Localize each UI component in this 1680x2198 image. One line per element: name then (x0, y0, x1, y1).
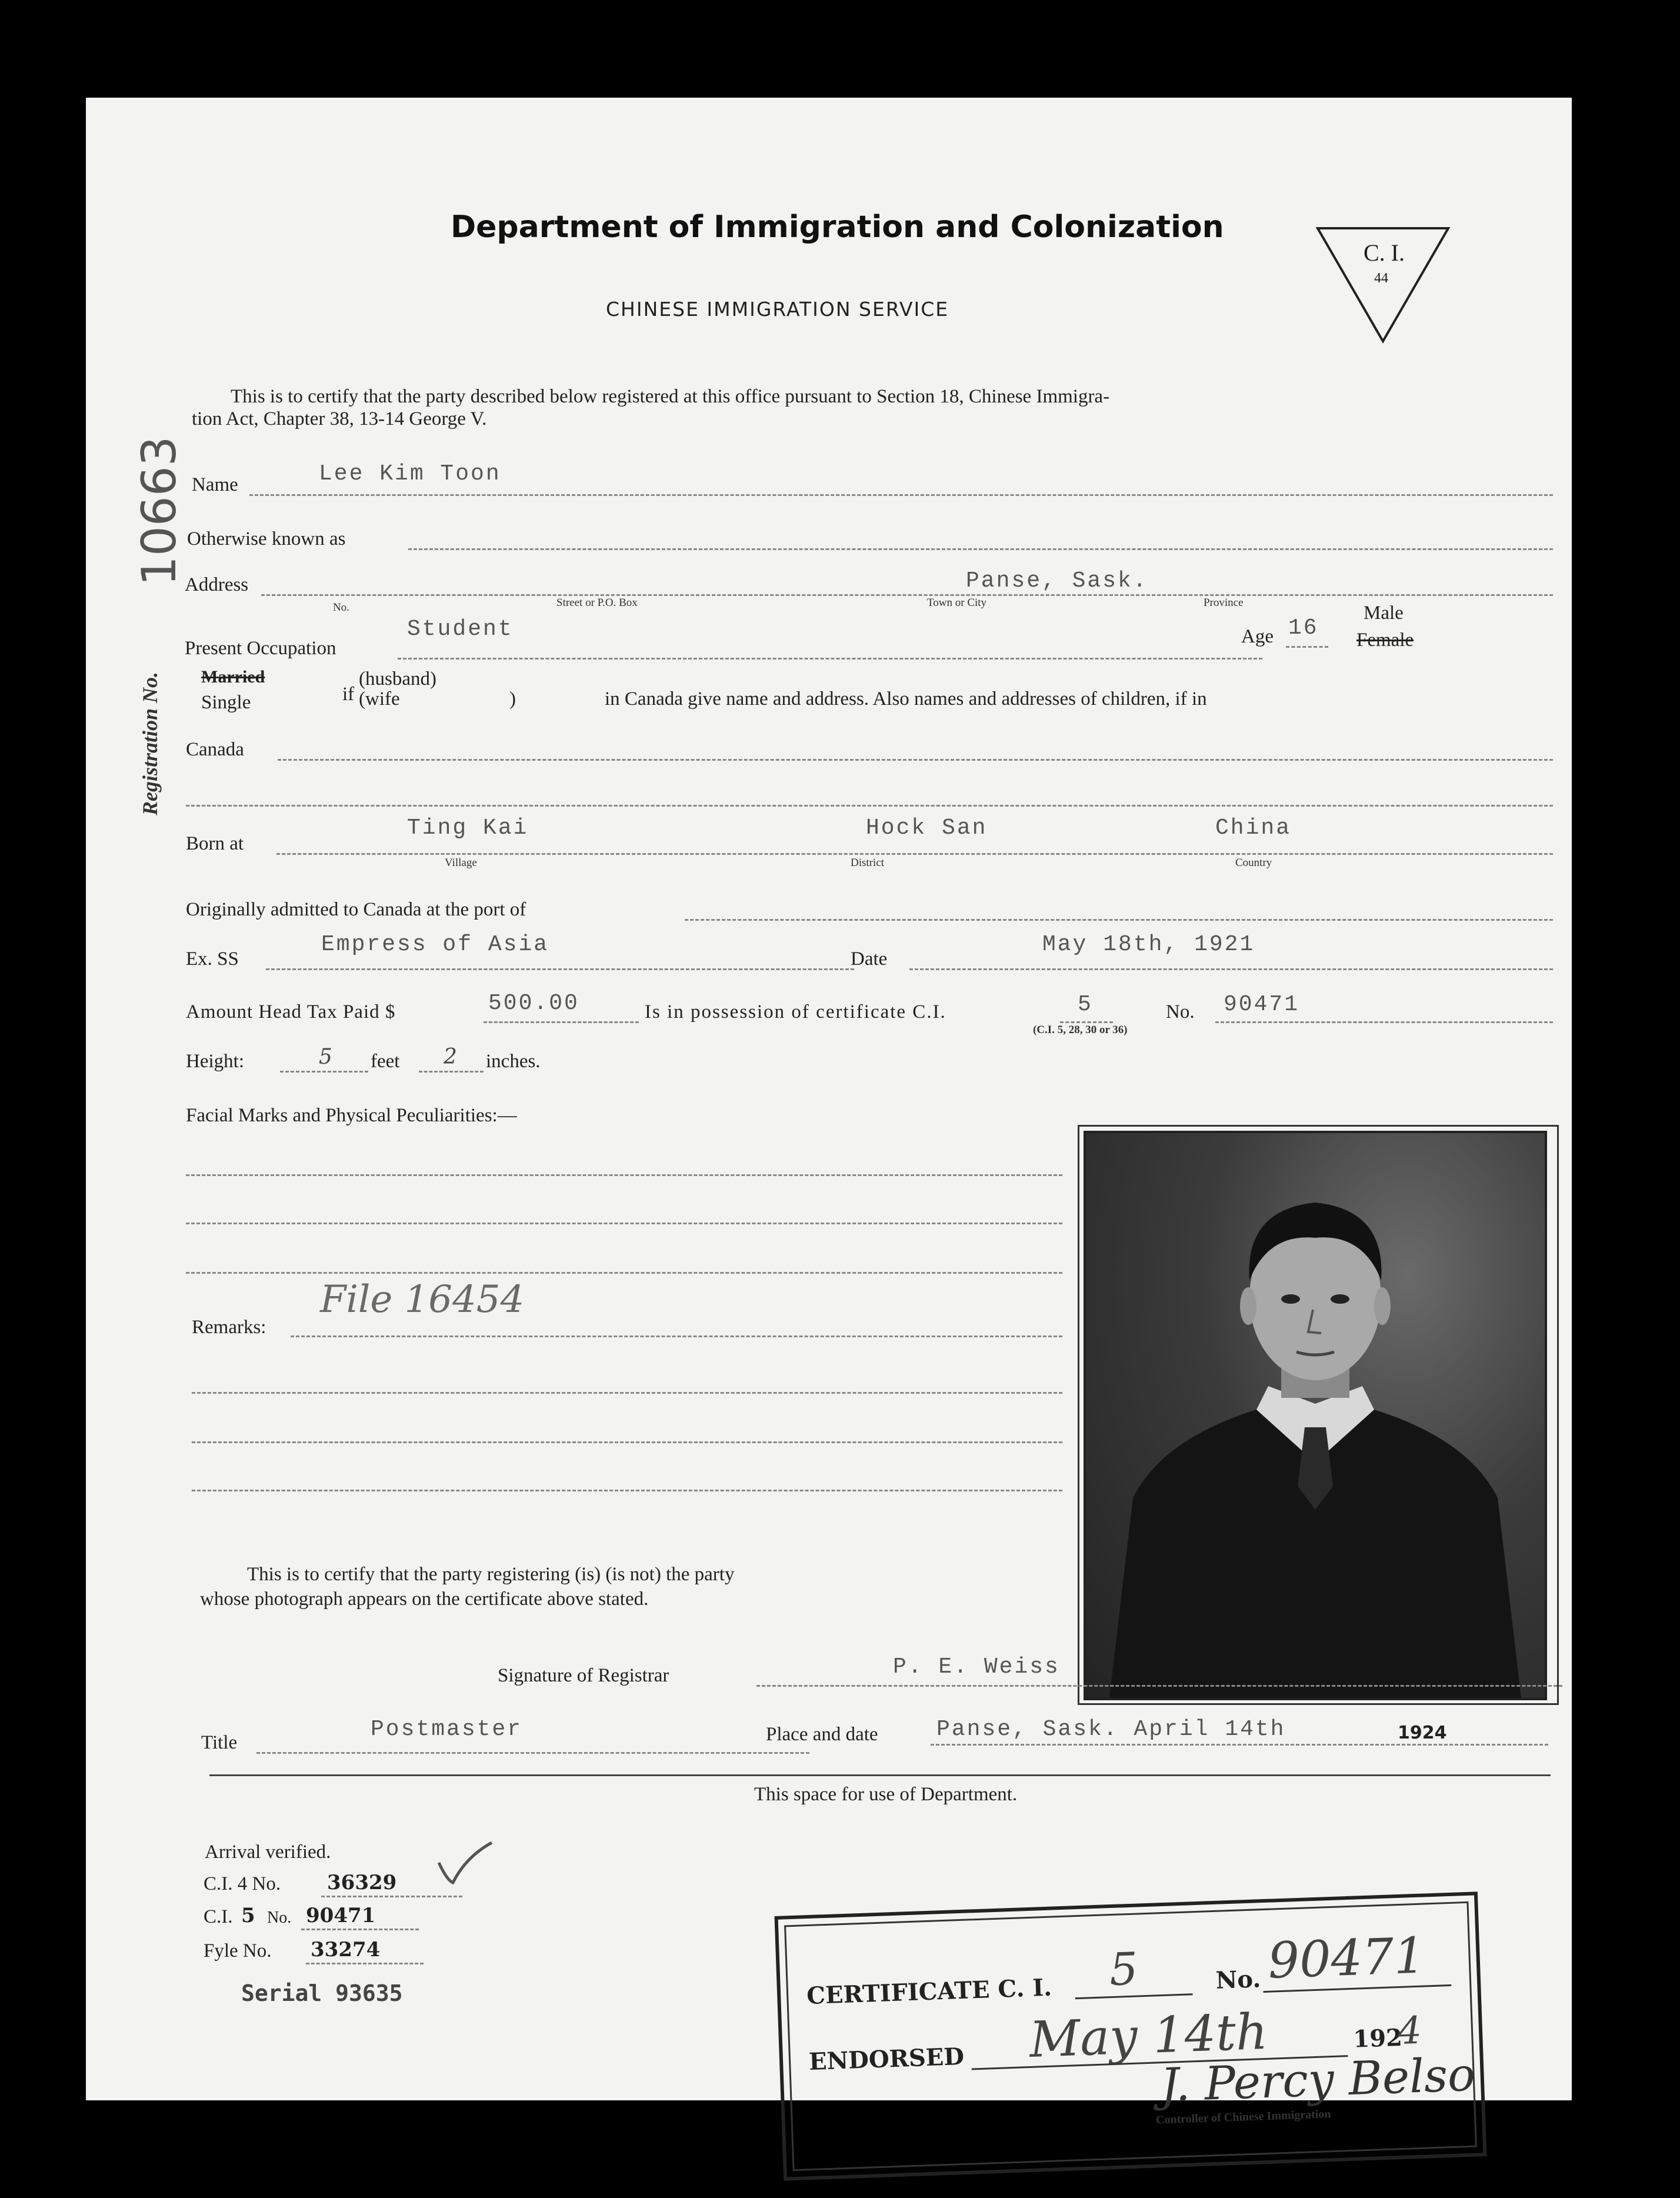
single-label: Single (201, 692, 251, 713)
year-value: 1924 (1398, 1723, 1447, 1743)
tax-line (484, 1021, 639, 1023)
certify-line-1: This is to certify that the party registering (is) (is not) the party (247, 1564, 735, 1585)
date-label: Date (851, 948, 888, 970)
registrar-line (756, 1685, 1562, 1687)
born-label: Born at (186, 833, 244, 854)
cert-ci-value: 5 (1078, 992, 1093, 1017)
age-value: 16 (1288, 615, 1319, 641)
intro-line-1: This is to certify that the party described below registered at this office pursuant to Section 18, Chinese Immigra- (231, 386, 1110, 407)
place-line (931, 1744, 1548, 1746)
name-line (249, 494, 1553, 496)
age-line (1286, 646, 1328, 648)
ci4-line (321, 1896, 462, 1897)
village-caption: Village (445, 857, 477, 869)
spouse-text: in Canada give name and address. Also names and addresses of children, if in (605, 688, 1207, 710)
fyle-value: 33274 (311, 1938, 381, 1961)
fyle-line (306, 1963, 424, 1964)
form-code-top: C. I. (1364, 239, 1405, 266)
remarks-line-2 (192, 1392, 1062, 1394)
height-label: Height: (186, 1051, 244, 1072)
port-line (685, 919, 1553, 921)
remarks-value: File 16454 (320, 1278, 525, 1321)
stamp-endorsed-date: May 14th (1028, 2002, 1269, 2069)
cert-caption: (C.I. 5, 28, 30 or 36) (1033, 1024, 1128, 1036)
registrant-photograph (1084, 1131, 1547, 1700)
endorsement-stamp (775, 1891, 1487, 2180)
stamp-no-label: No. (1215, 1965, 1262, 1994)
address-value: Panse, Sask. (966, 568, 1148, 594)
certify-line-2: whose photograph appears on the certificate above stated. (200, 1588, 649, 1610)
age-label: Age (1241, 626, 1274, 647)
ci5-no-label: No. (267, 1909, 292, 1927)
address-line (261, 594, 1553, 596)
document-page (86, 98, 1572, 2127)
ci5-label: C.I. (204, 1906, 233, 1927)
inches-label: inches. (486, 1051, 541, 1072)
port-label: Originally admitted to Canada at the port of (186, 899, 526, 920)
date-line (909, 968, 1553, 970)
marks-line-3 (186, 1272, 1062, 1274)
married-label: Married (201, 667, 265, 687)
sex-male: Male (1364, 602, 1404, 624)
address-label: Address (185, 574, 249, 595)
form-code-triangle (1315, 226, 1451, 344)
stamp-endorsed-label: ENDORSED (808, 2042, 965, 2076)
ci5-value: 90471 (306, 1904, 376, 1927)
ci5-num: 5 (241, 1904, 255, 1927)
stamp-year-suffix: 4 (1396, 2009, 1422, 2054)
feet-label: feet (371, 1051, 400, 1072)
title-value: Postmaster (371, 1717, 523, 1742)
ship-label: Ex. SS (186, 948, 239, 970)
title-label: Title (201, 1732, 238, 1753)
address-no-caption: No. (333, 601, 349, 614)
registration-number: 10663 (132, 436, 186, 586)
ci5-line (301, 1929, 419, 1930)
check-mark-icon (435, 1839, 494, 1886)
canada-line-1 (278, 759, 1553, 761)
cert-ci-line (1060, 1021, 1113, 1023)
stamp-year-prefix: 192 (1352, 2023, 1403, 2053)
height-feet: 5 (319, 1045, 332, 1069)
occupation-value: Student (407, 617, 514, 642)
height-inches-line (419, 1071, 484, 1073)
cert-no-line (1215, 1021, 1553, 1023)
otherwise-label: Otherwise known as (187, 528, 346, 550)
stamp-signature: J. Percy Belso (1159, 2048, 1476, 2113)
date-value: May 18th, 1921 (1042, 932, 1255, 957)
name-label: Name (192, 474, 238, 495)
address-street-caption: Street or P.O. Box (556, 597, 638, 609)
remarks-label: Remarks: (192, 1317, 266, 1338)
remarks-line (291, 1336, 1062, 1337)
stamp-no-value: 90471 (1266, 1926, 1426, 1990)
ship-value: Empress of Asia (321, 932, 549, 957)
address-town-caption: Town or City (927, 597, 987, 609)
wife-close-paren: ) (509, 688, 516, 710)
marks-label: Facial Marks and Physical Peculiarities:— (186, 1105, 517, 1126)
ship-line (266, 968, 854, 970)
fyle-label: Fyle No. (204, 1940, 272, 1961)
sex-female: Female (1356, 630, 1414, 651)
if-label: if (342, 684, 355, 705)
cert-no-value: 90471 (1224, 992, 1300, 1017)
otherwise-line (408, 548, 1553, 550)
serial-number: Serial 93635 (241, 1980, 403, 2006)
born-district: Hock San (866, 815, 988, 841)
service-subtitle: CHINESE IMMIGRATION SERVICE (606, 298, 949, 321)
department-title: Department of Immigration and Colonization (451, 209, 1224, 245)
registrar-value: P. E. Weiss (893, 1654, 1060, 1680)
place-label: Place and date (766, 1724, 878, 1745)
possession-label: Is in possession of certificate C.I. (645, 1001, 946, 1023)
wife-label: (wife (359, 688, 400, 710)
stamp-controller-caption: Controller of Chinese Immigration (1155, 2107, 1331, 2127)
registration-label: Registration No. (138, 671, 162, 815)
cert-no-label: No. (1166, 1001, 1195, 1023)
height-feet-line (280, 1071, 368, 1073)
canada-line-2 (186, 805, 1553, 807)
tax-label: Amount Head Tax Paid $ (186, 1001, 396, 1023)
marks-line-1 (186, 1174, 1062, 1176)
occupation-label: Present Occupation (185, 638, 336, 659)
tax-value: 500.00 (488, 991, 579, 1016)
arrival-label: Arrival verified. (205, 1841, 331, 1863)
occupation-line (398, 658, 1262, 660)
marks-line-2 (186, 1223, 1062, 1224)
ci4-value: 36329 (327, 1871, 397, 1894)
place-value: Panse, Sask. April 14th (936, 1717, 1286, 1742)
intro-line-2: tion Act, Chapter 38, 13-14 George V. (192, 408, 487, 429)
registrar-label: Signature of Registrar (498, 1665, 669, 1686)
form-code-bottom: 44 (1374, 271, 1388, 286)
canada-label: Canada (186, 739, 244, 760)
remarks-line-3 (192, 1441, 1062, 1443)
born-line (276, 853, 1553, 855)
ci4-label: C.I. 4 No. (204, 1873, 281, 1894)
remarks-line-4 (192, 1490, 1062, 1491)
born-village: Ting Kai (407, 815, 529, 841)
stamp-certificate-label: CERTIFICATE C. I. (806, 1973, 1052, 2010)
title-line (256, 1752, 809, 1754)
separator-rule (209, 1774, 1551, 1776)
stamp-certificate-ci: 5 (1108, 1942, 1139, 1996)
address-province-caption: Province (1204, 597, 1244, 609)
name-value: Lee Kim Toon (319, 461, 501, 487)
husband-label: (husband) (359, 668, 436, 690)
department-caption: This space for use of Department. (754, 1784, 1018, 1805)
country-caption: Country (1235, 857, 1272, 869)
born-country: China (1215, 815, 1292, 841)
height-inches: 2 (444, 1045, 457, 1069)
district-caption: District (851, 857, 884, 869)
